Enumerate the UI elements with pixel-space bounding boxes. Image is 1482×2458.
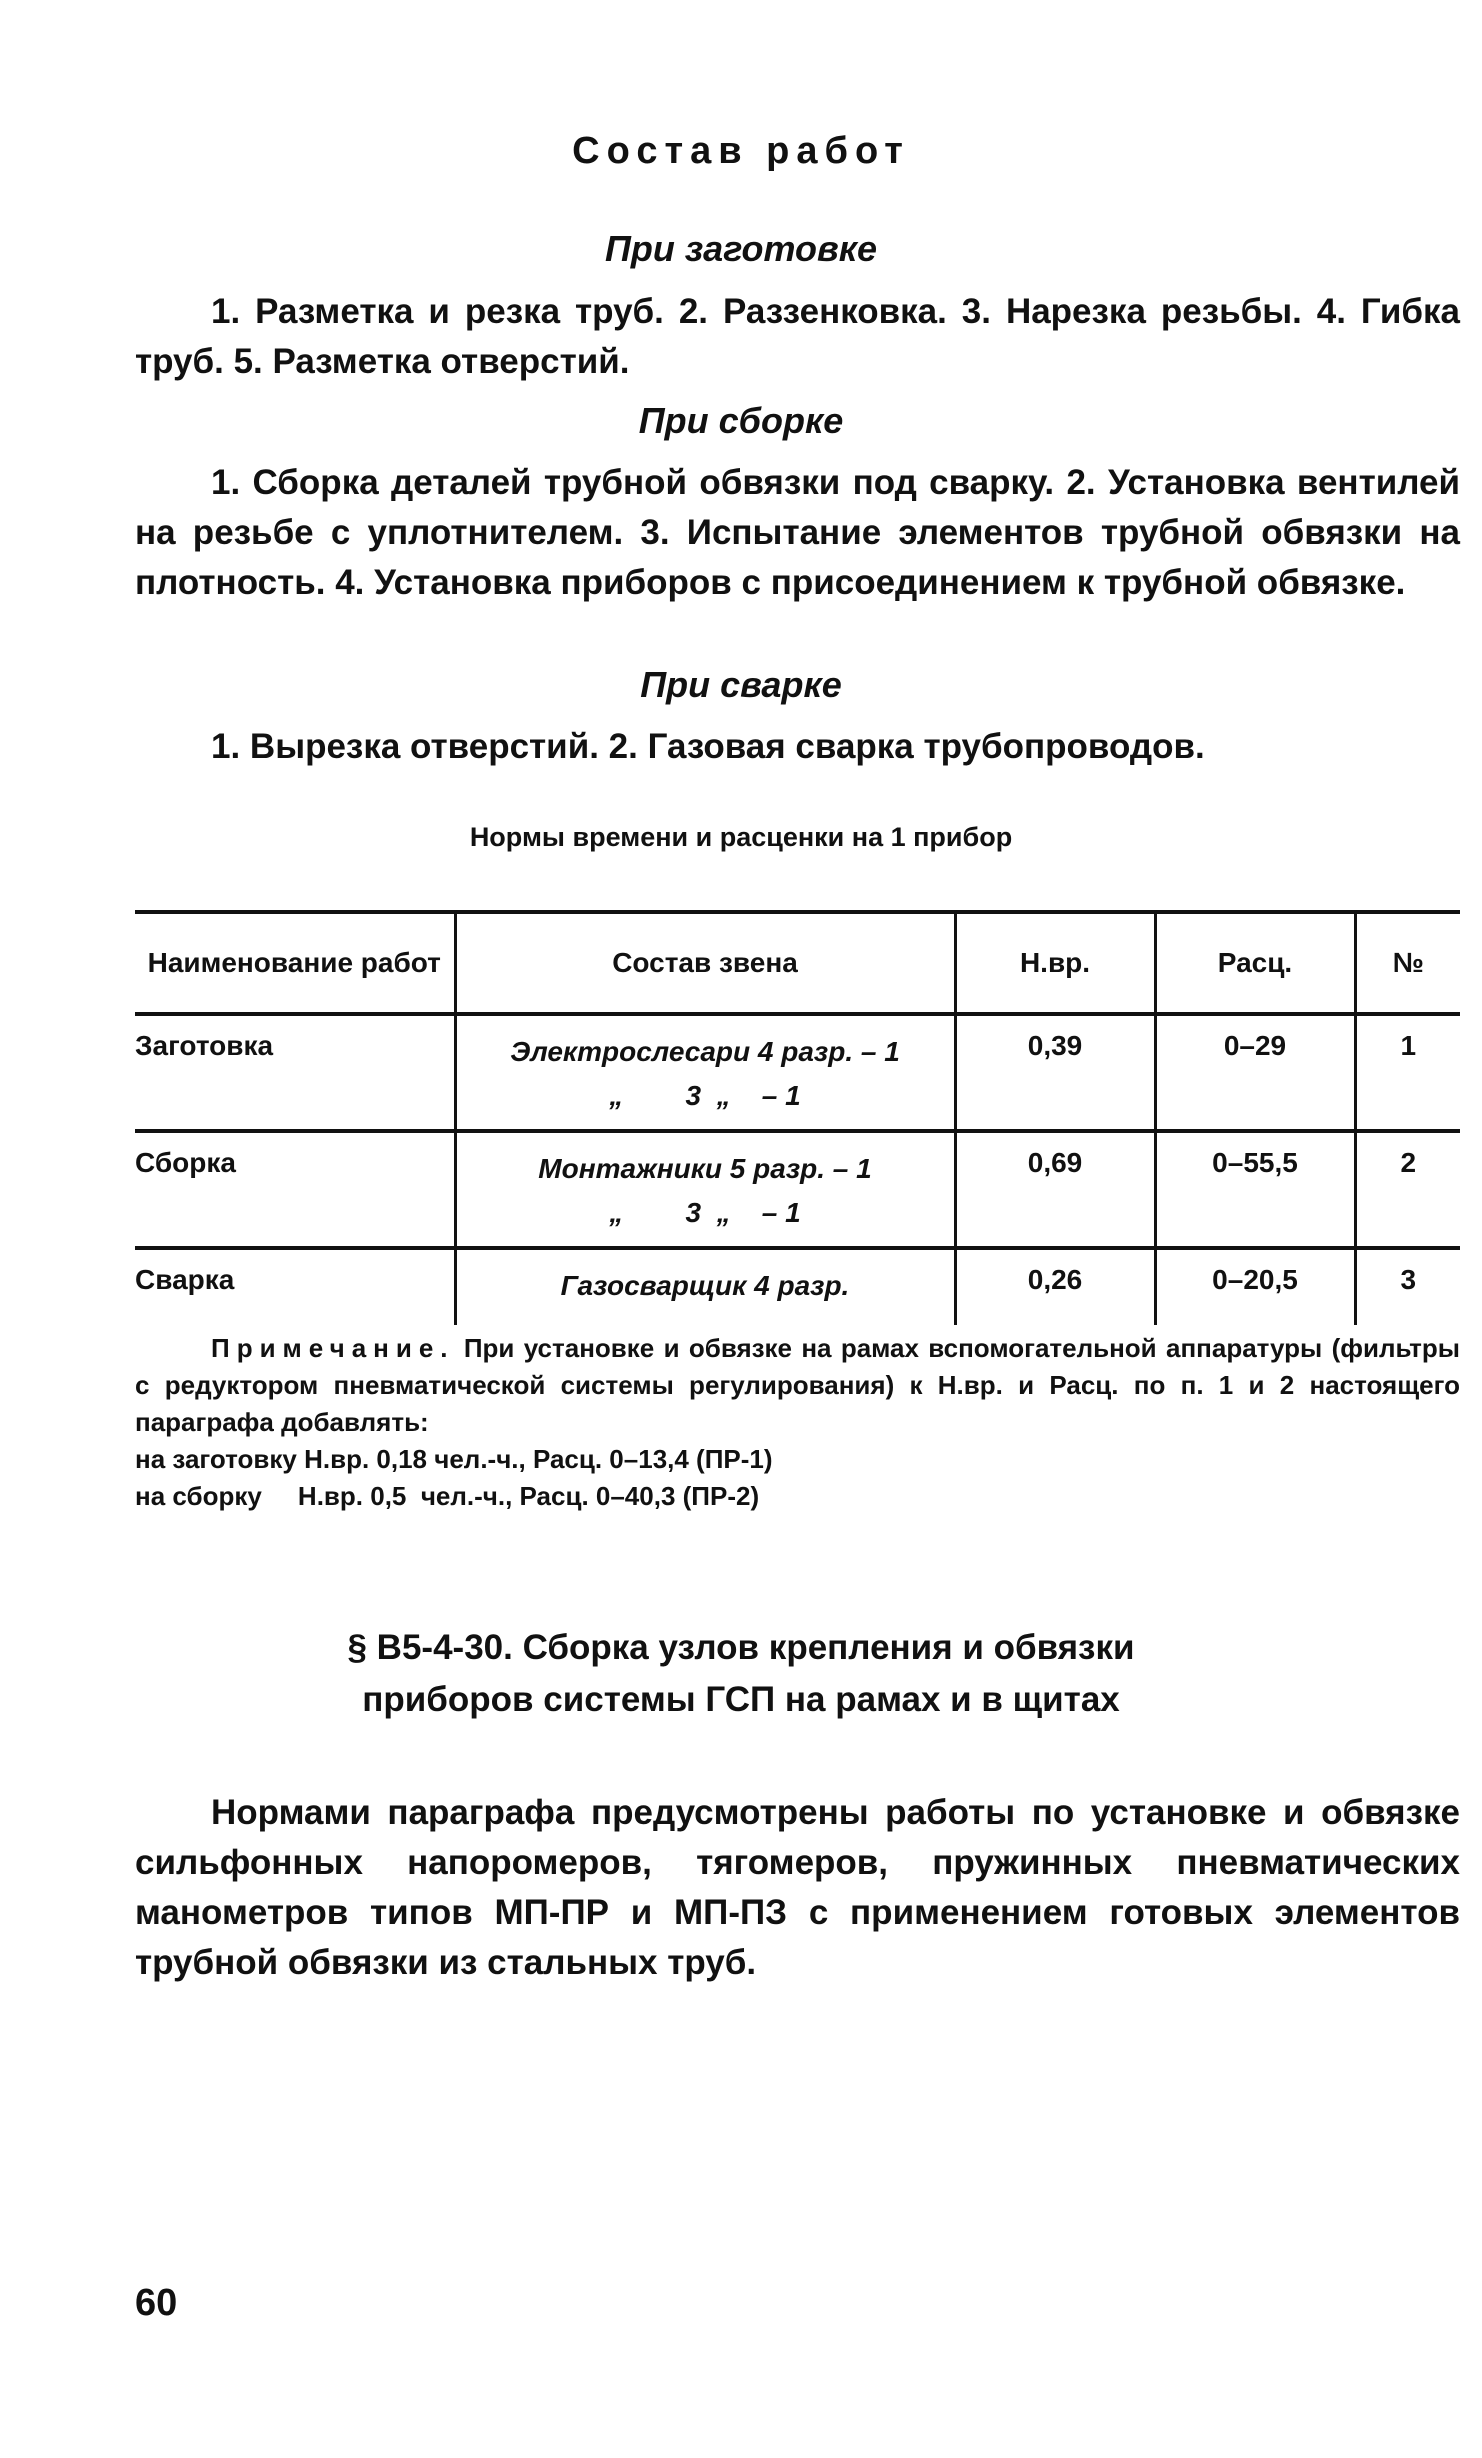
subheading-assembly: При сборке bbox=[638, 400, 844, 441]
table-row bbox=[135, 1014, 1460, 1131]
note-paragraph bbox=[135, 1330, 1460, 1441]
cell-name: Заготовка bbox=[135, 1014, 455, 1131]
table-row bbox=[135, 1248, 1460, 1325]
paragraph-body: Нормами параграфа предусмотрены работы по установке и обвязке сильфонных напоромеров, тягомеров, пружинных пневматических манометров типов МП-ПР и МП-ПЗ с применением готовых элементов трубной обвязки из стальных труб. bbox=[135, 1793, 1460, 1982]
cell-number: 3 bbox=[1355, 1248, 1460, 1325]
preparation-text: 1. Разметка и резка труб. 2. Раззенковка. 3. Нарезка резьбы. 4. Гибка труб. 5. Разметка отверстий. bbox=[135, 292, 1460, 381]
note-lead: Примечание. bbox=[211, 1333, 455, 1363]
assembly-text: 1. Сборка деталей трубной обвязки под сварку. 2. Установка вентилей на резьбе с уплотнителем. 3. Испытание элементов трубной обвязки на плотность. 4. Установка приборов с присоединением к трубной обвязке. bbox=[135, 463, 1460, 602]
cell-crew bbox=[455, 1131, 955, 1248]
table-caption: Нормы времени и расценки на 1 прибор bbox=[469, 822, 1013, 852]
section-title: Состав работ bbox=[572, 130, 910, 172]
note-line-preparation: на заготовку Н.вр. 0,18 чел.-ч., Расц. 0–13,4 (ПР-1) bbox=[135, 1444, 773, 1474]
paragraph-title-line: § В5-4-30. Сборка узлов крепления и обвязки bbox=[347, 1628, 1135, 1667]
cell-rate: 0–55,5 bbox=[1155, 1131, 1355, 1248]
header-number: № bbox=[1355, 912, 1460, 1014]
cell-number: 1 bbox=[1355, 1014, 1460, 1131]
paragraph-title-line: приборов системы ГСП на рамах и в щитах bbox=[362, 1680, 1120, 1719]
cell-time: 0,26 bbox=[955, 1248, 1155, 1325]
page-number: 60 bbox=[135, 2282, 178, 2324]
norms-table bbox=[135, 910, 1460, 1325]
paragraph-title bbox=[0, 1622, 1482, 1726]
crew-line: Монтажники 5 разр. – 1 bbox=[538, 1153, 872, 1184]
note-text: При установке и обвязке на рамах вспомогательной аппаратуры (фильтры с редуктором пневматической системы регулирования) к Н.вр. и Расц. по п. 1 и 2 настоящего параграфа добавлять: bbox=[135, 1333, 1460, 1437]
cell-name: Сварка bbox=[135, 1264, 235, 1295]
cell-crew bbox=[455, 1248, 955, 1325]
welding-text: 1. Вырезка отверстий. 2. Газовая сварка трубопроводов. bbox=[211, 727, 1205, 766]
subheading-preparation: При заготовке bbox=[604, 228, 878, 269]
crew-line: Электрослесари 4 разр. – 1 bbox=[510, 1036, 900, 1067]
note-line-assembly: на сборку Н.вр. 0,5 чел.-ч., Расц. 0–40,3 (ПР-2) bbox=[135, 1481, 760, 1511]
cell-number: 2 bbox=[1355, 1131, 1460, 1248]
cell-rate: 0–29 bbox=[1155, 1014, 1355, 1131]
cell-crew bbox=[455, 1014, 955, 1131]
crew-ditto-line: „ 3 „ – 1 bbox=[609, 1197, 801, 1228]
crew-line: Газосварщик 4 разр. bbox=[560, 1270, 850, 1301]
table-row bbox=[135, 1131, 1460, 1248]
subheading-welding: При сварке bbox=[640, 664, 842, 705]
cell-time: 0,69 bbox=[955, 1131, 1155, 1248]
cell-time: 0,39 bbox=[955, 1014, 1155, 1131]
crew-ditto-line: „ 3 „ – 1 bbox=[609, 1080, 801, 1111]
table-header-row bbox=[135, 912, 1460, 1014]
cell-name: Сборка bbox=[135, 1131, 455, 1248]
cell-rate: 0–20,5 bbox=[1155, 1248, 1355, 1325]
table-note bbox=[135, 1330, 1460, 1515]
header-crew: Состав звена bbox=[455, 912, 955, 1014]
header-name: Наименование работ bbox=[135, 912, 455, 1014]
header-time: Н.вр. bbox=[955, 912, 1155, 1014]
header-rate: Расц. bbox=[1155, 912, 1355, 1014]
